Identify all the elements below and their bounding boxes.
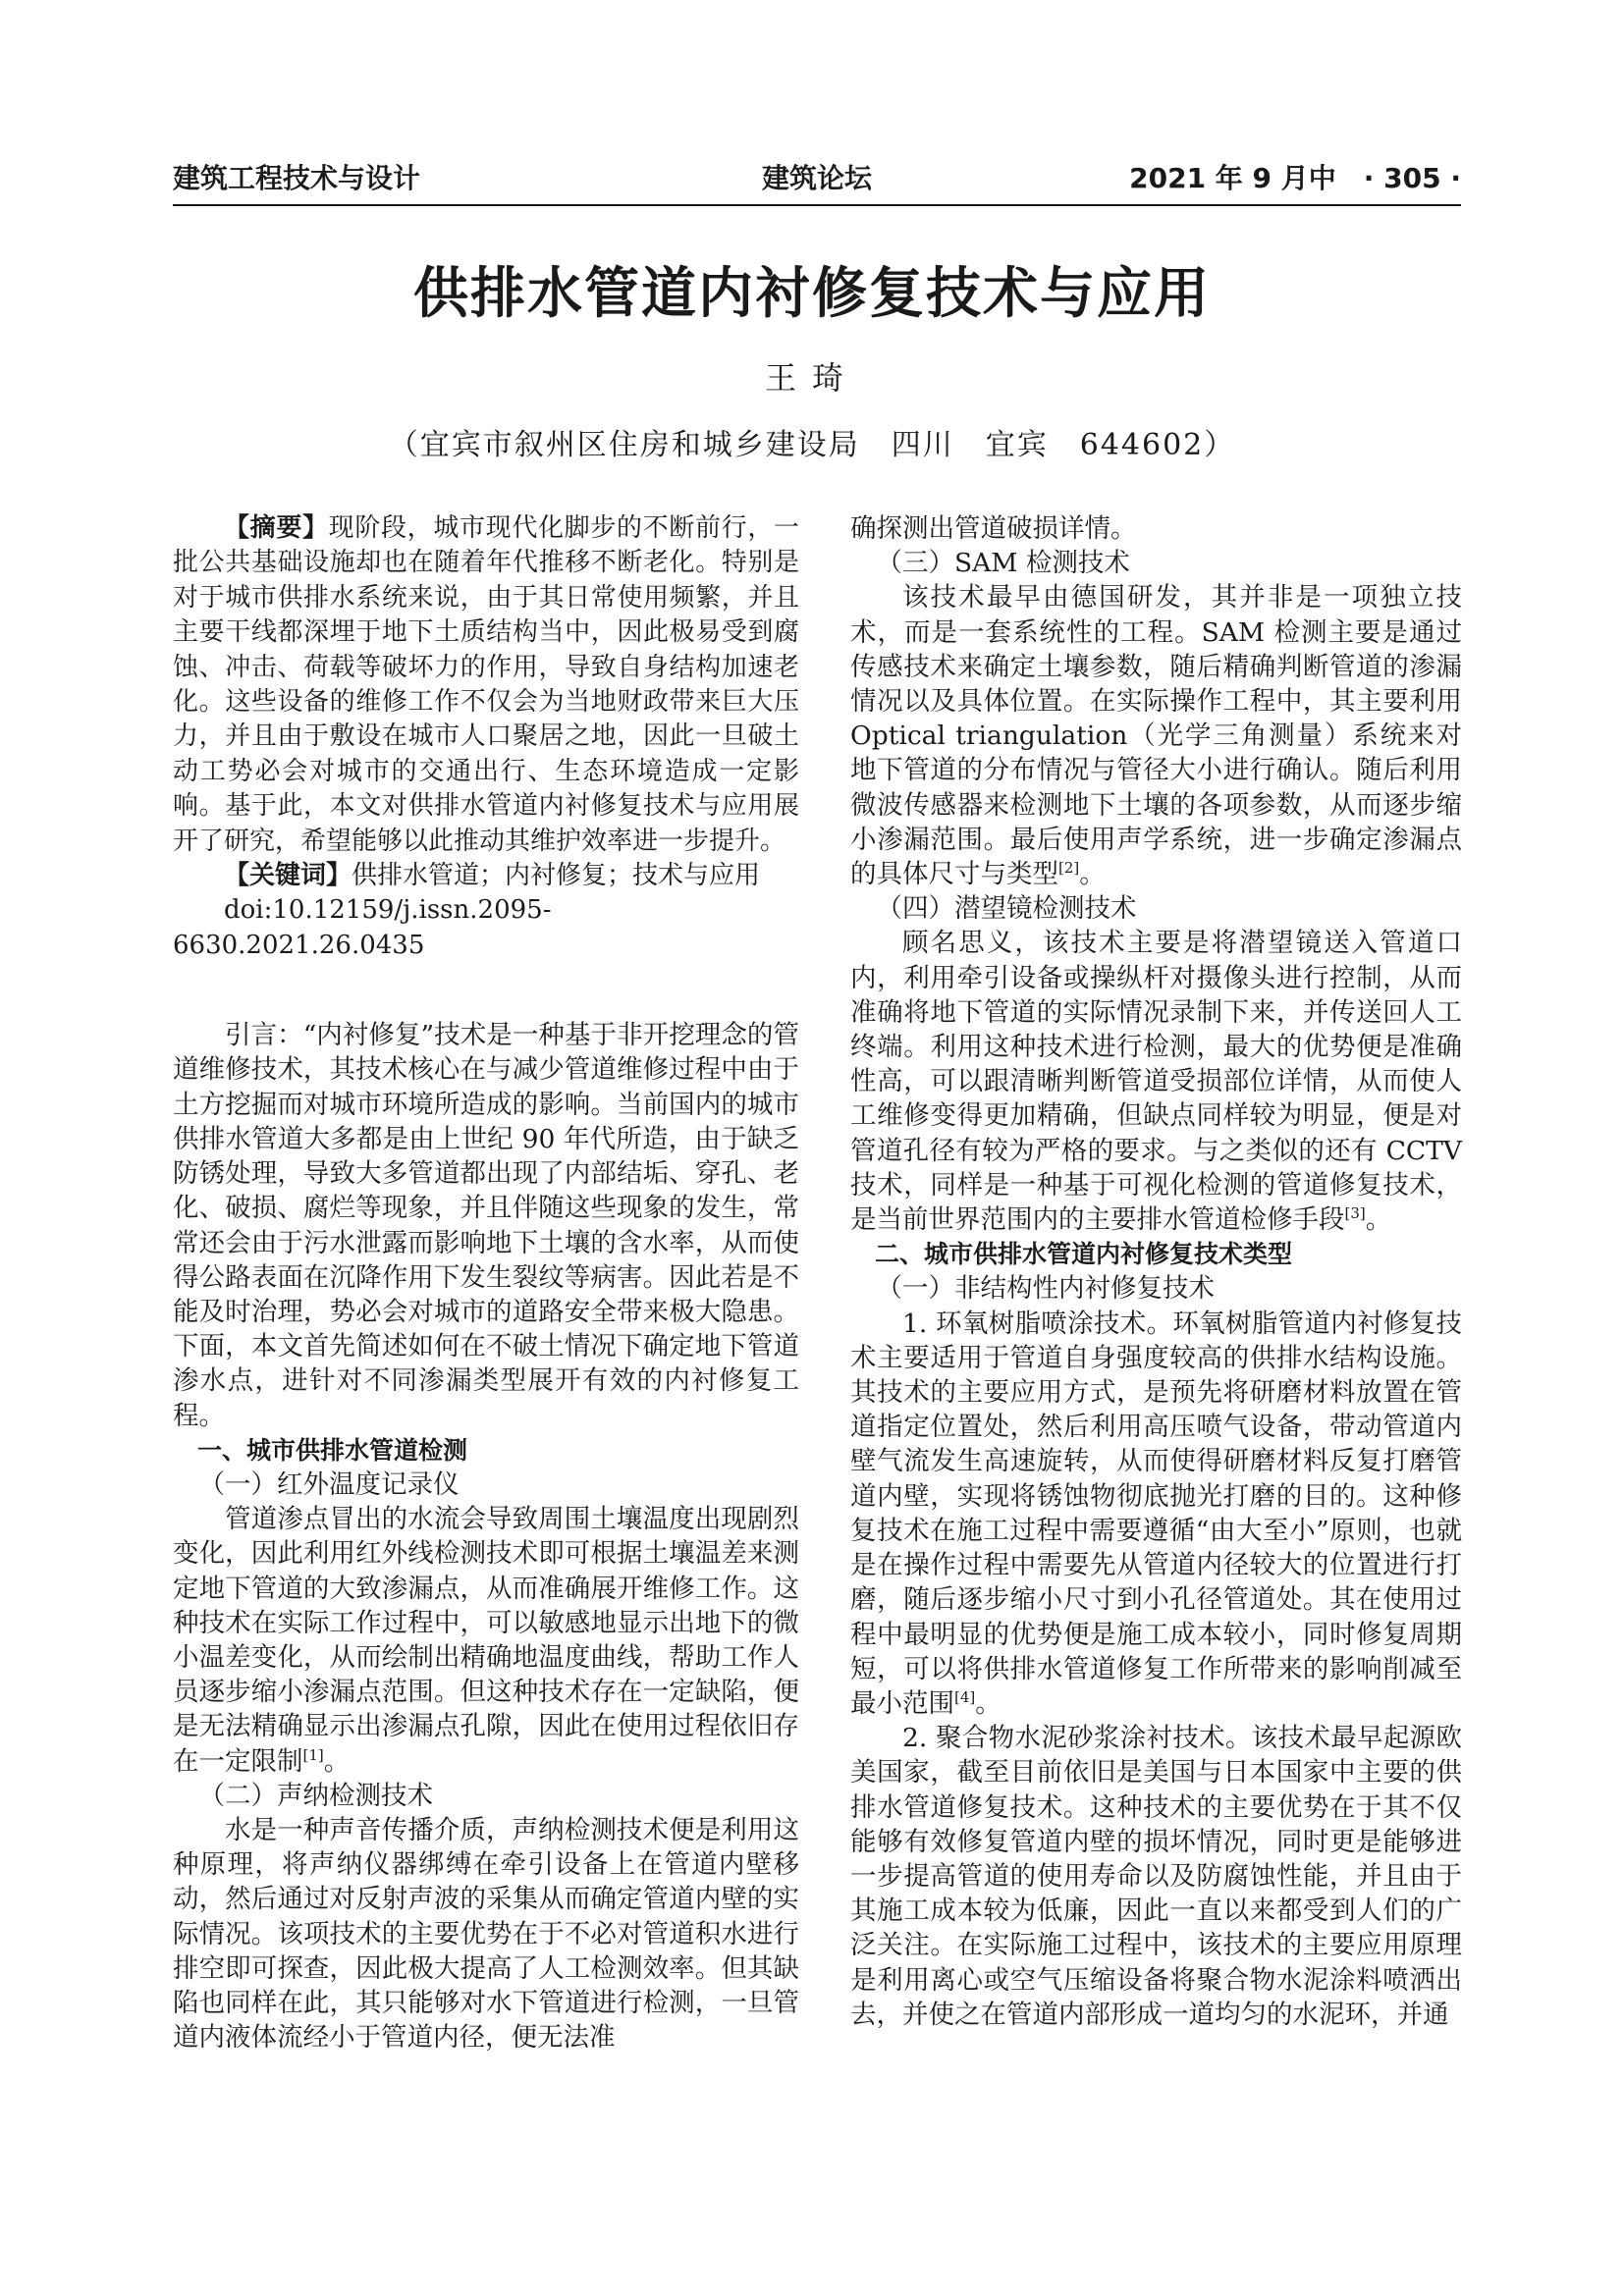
section-heading-1: 一、城市供排水管道检测 (197, 1435, 468, 1465)
citation-ref: [2] (1058, 859, 1080, 878)
paragraph-sonar-cont: 确探测出管道破损详情。 (850, 513, 1137, 544)
paragraph-periscope: 顾名思义，该技术主要是将潜望镜送入管道口内，利用牵引设备或操纵杆对摄像头进行控制，从而准确将地下管道的实际情况录制下来，并传送回人工终端。利用这种技术进行检测，最大的优势便是准确性高，可以跟清晰判断管道受损部位详情，从而使人工维修变得更加精确，但缺点同样较为明显，便是对管道孔径有较为严格的要求。与之类似的还有 CCTV 技术，同样是一种基于可视化检测的管道修复技术，是当前世界范围内的主要排水管道检修手段[3]。 (850, 928, 1462, 1236)
subheading-sam: （三）SAM 检测技术 (876, 548, 1130, 579)
paragraph-infrared: 管道渗点冒出的水流会导致周围土壤温度出现剧烈变化，因此利用红外线检测技术即可根据土壤温差来测定地下管道的大致渗漏点，从而准确展开维修工作。这种技术在实际工作过程中，可以敏感地显示出地下的微小温差变化，从而绘制出精确地温度曲线，帮助工作人员逐步缩小渗漏点范围。但这种技术存在一定缺陷，便是无法精确显示出渗漏点孔隙，因此在使用过程依旧存在一定限制[1]。 (173, 1504, 799, 1777)
abstract-text: 现阶段，城市现代化脚步的不断前行，一批公共基础设施却也在随着年代推移不断老化。特别是对于城市供排水系统来说，由于其日常使用频繁，并且主要干线都深埋于地下土质结构当中，因此极易受到腐蚀、冲击、荷载等破坏力的作用，导致自身结构加速老化。这些设备的维修工作不仅会为当地财政带来巨大压力，并且由于敷设在城市人口聚居之地，因此一旦破土动工势必会对城市的交通出行、生态环境造成一定影响。基于此，本文对供排水管道内衬修复技术与应用展开了研究，希望能够以此推动其维护效率进一步提升。 (173, 513, 799, 856)
article-author: 王琦 (764, 359, 859, 397)
citation-ref: [1] (302, 1745, 324, 1764)
issue-page: 2021 年 9 月中 · 305 · (1129, 162, 1461, 194)
article-title: 供排水管道内衬修复技术与应用 (413, 261, 1211, 326)
intro-paragraph: 引言：“内衬修复”技术是一种基于非开挖理念的管道维修技术，其技术核心在与减少管道维修过程中由于土方挖掘而对城市环境所造成的影响。当前国内的城市供排水管道大多都是由上世纪 90 年代所造，由于缺乏防锈处理，导致大多管道都出现了内部结垢、穿孔、老化、破损、腐烂等现象，并且伴随这些现象的发生，常常还会由于污水泄露而影响地下土壤的含水率，从而使得公路表面在沉降作用下发生裂纹等病害。因此若是不能及时治理，势必会对城市的道路安全带来极大隐患。下面，本文首先简述如何在不破土情况下确定地下管道渗水点，进针对不同渗漏类型展开有效的内衬修复工程。 (173, 1020, 799, 1431)
paragraph-sam: 该技术最早由德国研发，其并非是一项独立技术，而是一套系统性的工程。SAM 检测主要是通过传感技术来确定土壤参数，随后精确判断管道的渗漏情况以及具体位置。在实际操作工程中，其主要利用 Optical triangulation（光学三角测量）系统来对地下管道的分布情况与管径大小进行确认。随后利用微波传感器来检测地下土壤的各项参数，从而逐步缩小渗漏范围。最后使用声学系统，进一步确定渗漏点的具体尺寸与类型[2]。 (850, 582, 1462, 890)
subheading-sonar: （二）声纳检测技术 (198, 1780, 433, 1811)
keywords-text: 供排水管道；内衬修复；技术与应用 (352, 861, 761, 891)
section-heading-2: 二、城市供排水管道内衬修复技术类型 (875, 1240, 1293, 1269)
subheading-infrared: （一）红外温度记录仪 (198, 1468, 460, 1500)
header-rule (173, 204, 1461, 206)
running-header (173, 157, 1461, 198)
right-column (850, 511, 1462, 2032)
keywords-label: 【关键词】 (224, 861, 352, 891)
left-column (173, 511, 799, 2055)
citation-ref: [3] (1344, 1204, 1366, 1223)
keywords-paragraph (173, 859, 799, 893)
abstract-block (173, 511, 799, 963)
abstract-label: 【摘要】 (224, 513, 329, 543)
paragraph-sonar: 水是一种声音传播介质，声纳检测技术便是利用这种原理，将声纳仪器绑缚在牵引设备上在管道内壁移动，然后通过对反射声波的采集从而确定管道内壁的实际情况。该项技术的主要优势在于不必对管道积水进行排空即可探查，因此极大提高了人工检测效率。但其缺陷也同样在此，其只能够对水下管道进行检测，一旦管道内液体流经小于管道内径，便无法准 (173, 1814, 799, 2054)
article-affiliation: （宜宾市叙州区住房和城乡建设局 四川 宜宾 644602） (388, 428, 1236, 462)
section-name: 建筑论坛 (762, 162, 873, 194)
doi: doi:10.12159/j.issn.2095-6630.2021.26.0435 (173, 895, 552, 960)
paragraph-polymer-mortar: 2. 聚合物水泥砂浆涂衬技术。该技术最早起源欧美国家，截至目前依旧是美国与日本国家中主要的供排水管道修复技术。这种技术的主要优势在于其不仅能够有效修复管道内壁的损坏情况，同时更是能够进一步提高管道的使用寿命以及防腐蚀性能，并且由于其施工成本较为低廉，因此一直以来都受到人们的广泛关注。在实际施工过程中，该技术的主要应用原理是利用离心或空气压缩设备将聚合物水泥涂料喷洒出去，并使之在管道内部形成一道均匀的水泥环，并通 (850, 1723, 1462, 2030)
subheading-nonstructural: （一）非结构性内衬修复技术 (876, 1273, 1215, 1305)
journal-name: 建筑工程技术与设计 (173, 162, 421, 194)
citation-ref: [4] (954, 1688, 976, 1707)
subheading-periscope: （四）潜望镜检测技术 (876, 893, 1137, 925)
abstract-paragraph (173, 511, 799, 859)
paragraph-epoxy: 1. 环氧树脂喷涂技术。环氧树脂管道内衬修复技术主要适用于管道自身强度较高的供排水结构设施。其技术的主要应用方式，是预先将研磨材料放置在管道指定位置处，然后利用高压喷气设备，带动管道内壁气流发生高速旋转，从而使得研磨材料反复打磨管道内壁，实现将锈蚀物彻底抛光打磨的目的。这种修复技术在施工过程中需要遵循“由大至小”原则，也就是在操作过程中需要先从管道内径较大的位置进行打磨，随后逐步缩小尺寸到小孔径管道处。其在使用过程中最明显的优势便是施工成本较小，同时修复周期短，可以将供排水管道修复工作所带来的影响削减至最小范围[4]。 (850, 1308, 1462, 1719)
